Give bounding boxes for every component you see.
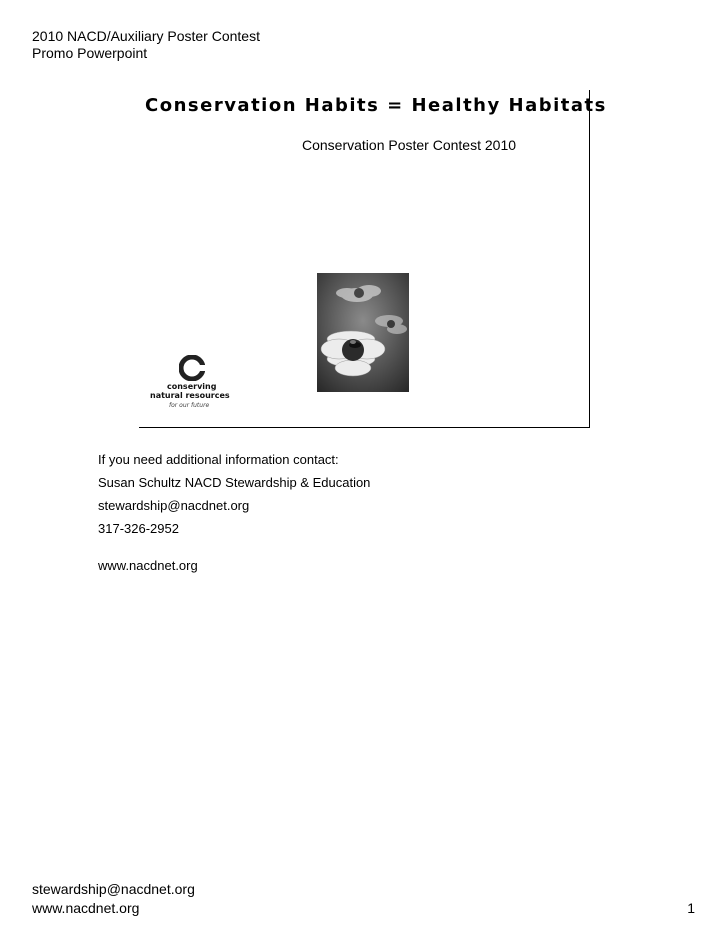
logo-text-line1: conserving xyxy=(167,382,217,391)
contact-intro: If you need additional information contact: xyxy=(98,452,339,467)
logo-text-line2: natural resources xyxy=(150,391,230,400)
contact-info xyxy=(98,452,370,581)
header-subtitle: Promo Powerpoint xyxy=(32,45,148,61)
contact-name: Susan Schultz NACD Stewardship & Education xyxy=(98,475,371,490)
footer-email[interactable]: stewardship@nacdnet.org xyxy=(32,881,195,897)
contact-email[interactable]: stewardship@nacdnet.org xyxy=(98,498,250,513)
logo-c-icon xyxy=(179,355,205,381)
slide-subtitle: Conservation Poster Contest 2010 xyxy=(302,137,517,153)
contact-website[interactable]: www.nacdnet.org xyxy=(98,558,198,573)
page-header xyxy=(32,28,260,62)
page-number: 1 xyxy=(687,900,695,916)
logo-text-line3: for our future xyxy=(169,402,210,409)
contact-phone: 317-326-2952 xyxy=(98,521,179,536)
header-title: 2010 NACD/Auxiliary Poster Contest xyxy=(32,28,260,44)
conserving-natural-resources-logo xyxy=(147,355,237,415)
slide-title: Conservation Habits = Healthy Habitats xyxy=(145,95,607,116)
page-footer xyxy=(32,880,195,918)
footer-website[interactable]: www.nacdnet.org xyxy=(32,900,140,916)
slide-thumbnail xyxy=(139,90,607,428)
flower-photo xyxy=(317,273,409,392)
